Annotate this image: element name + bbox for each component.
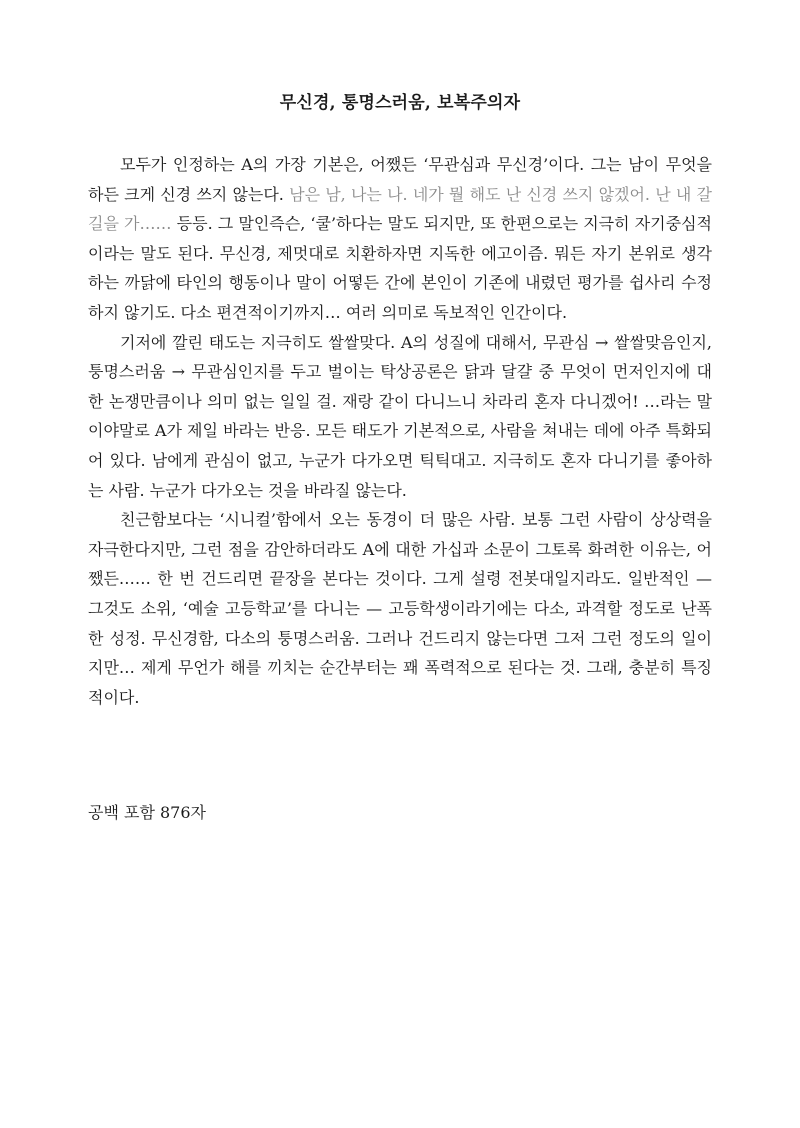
paragraph-1-muted-text: 남은 남, 나는 나. 네가 뭘 해도 난 신경 쓰지 않겠어. 난 내 갈 길을 가……: [88, 184, 712, 234]
paragraph-1-text-start: 모두가 인정하는 A의 가장 기본은, 어쨌든 ‘무관심과 무신경’이다. 그는 남이 무엇을 하든 크게 신경 쓰지 않는다.: [88, 155, 712, 204]
paragraph-2: 기저에 깔린 태도는 지극히도 쌀쌀맞다. A의 성질에 대해서, 무관심 → 쌀쌀맞음인지, 퉁명스러움 → 무관심인지를 두고 벌이는 탁상공론은 닭과 달걀 중 무엇이 먼저인지에 대한 논쟁만큼이나 의미 없는 일일 걸. 재랑 같이 다니느니 차라리 혼자 다니겠어! …라는 말이야말로 A가 제일 바라는 반응. 모든 태도가 기본적으로, 사람을 쳐내는 데에 아주 특화되어 있다. 남에게 관심이 없고, 누군가 다가오면 틱틱대고. 지극히도 혼자 다니기를 좋아하는 사람. 누군가 다가오는 것을 바라질 않는다.: [88, 332, 712, 500]
paragraph-3: 친근함보다는 ‘시니컬’함에서 오는 동경이 더 많은 사람. 보통 그런 사람이 상상력을 자극한다지만, 그런 점을 감안하더라도 A에 대한 가십과 소문이 그토록 화려한 이유는, 어쨌든…… 한 번 건드리면 끝장을 본다는 것이다. 그게 설령 전봇대일지라도. 일반적인 — 그것도 소위, ‘예술 고등학교’를 다니는 — 고등학생이라기에는 다소, 과격할 정도로 난폭한 성정. 무신경함, 다소의 퉁명스러움. 그러나 건드리지 않는다면 그저 그런 정도의 일이지만… 제게 무언가 해를 끼치는 순간부터는 꽤 폭력적으로 된다는 것. 그래, 충분히 특징적이다.: [88, 510, 712, 707]
document-title: 무신경, 통명스러움, 보복주의자: [279, 93, 521, 113]
paragraph-1: [88, 150, 712, 328]
document-body: [88, 150, 712, 712]
paragraph-1-text-end: 등등. 그 말인즉슨, ‘쿨’하다는 말도 되지만, 또 한편으로는 지극히 자기중심적이라는 말도 된다. 무신경, 제멋대로 치환하자면 지독한 에고이즘. 뭐든 자기 본위로 생각하는 까닭에 타인의 행동이나 말이 어떻든 간에 본인이 기존에 내렸던 평가를 쉽사리 수정하지 않기도. 다소 편견적이기까지… 여러 의미로 독보적인 인간이다.: [88, 214, 712, 322]
character-count: 공백 포함 876자: [88, 803, 206, 822]
